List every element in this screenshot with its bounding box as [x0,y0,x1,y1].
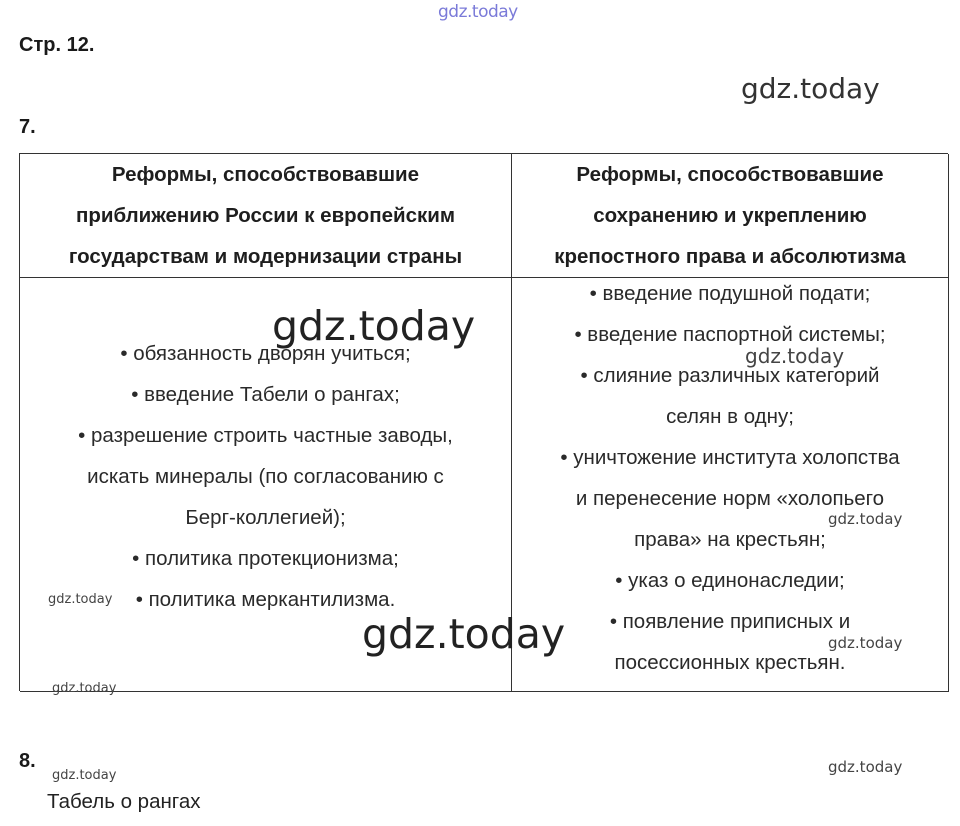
list-item: • разрешение строить частные заводы, [78,424,453,447]
right-reforms-cell [512,273,949,692]
list-item: • политика меркантилизма. [135,588,396,611]
watermark-small: gdz.today [828,758,903,776]
watermark-upper-right: gdz.today [741,72,880,105]
header-left-line: Реформы, способствовавшие [111,163,420,186]
watermark-small: gdz.today [828,510,903,528]
list-item: • введение подушной подати; [589,282,871,305]
list-item: искать минералы (по согласованию с [87,465,444,488]
list-item: • уничтожение института холопства [560,446,900,469]
list-item: • обязанность дворян учиться; [120,342,411,365]
header-left [20,154,512,278]
list-item: и перенесение норм «холопьего [575,487,885,510]
watermark-small: gdz.today [52,681,117,696]
task-8-number: 8. [19,750,36,772]
task-7-number: 7. [19,116,36,138]
watermark-small: gdz.today [48,592,113,607]
list-item: права» на крестьян; [634,528,826,551]
list-item: • политика протекционизма; [132,547,399,570]
watermark-top: gdz.today [438,2,518,22]
page-label: Стр. 12. [19,34,95,56]
list-item: • появление приписных и [609,610,851,633]
watermark-large: gdz.today [362,610,566,658]
header-right-line: крепостного права и абсолютизма [554,245,906,268]
list-item: Берг-коллегией); [185,506,346,529]
header-left-line: государствам и модернизации страны [68,245,463,268]
header-right-line: Реформы, способствовавшие [576,163,884,186]
task-8-answer: Табель о рангах [47,790,201,813]
watermark-small: gdz.today [828,634,903,652]
header-right-line: сохранению и укреплению [593,204,867,227]
watermark-large: gdz.today [272,302,476,350]
header-right [512,154,949,278]
list-item: посессионных крестьян. [614,651,846,674]
watermark-right-mid: gdz.today [745,344,845,368]
list-item: селян в одну; [666,405,794,428]
header-left-line: приближению России к европейским [75,204,456,227]
list-item: • введение Табели о рангах; [131,383,400,406]
list-item: • введение паспортной системы; [574,323,886,346]
list-item: • указ о единонаследии; [615,569,845,592]
list-item: • слияние различных категорий [580,364,880,387]
watermark-small: gdz.today [52,768,117,783]
